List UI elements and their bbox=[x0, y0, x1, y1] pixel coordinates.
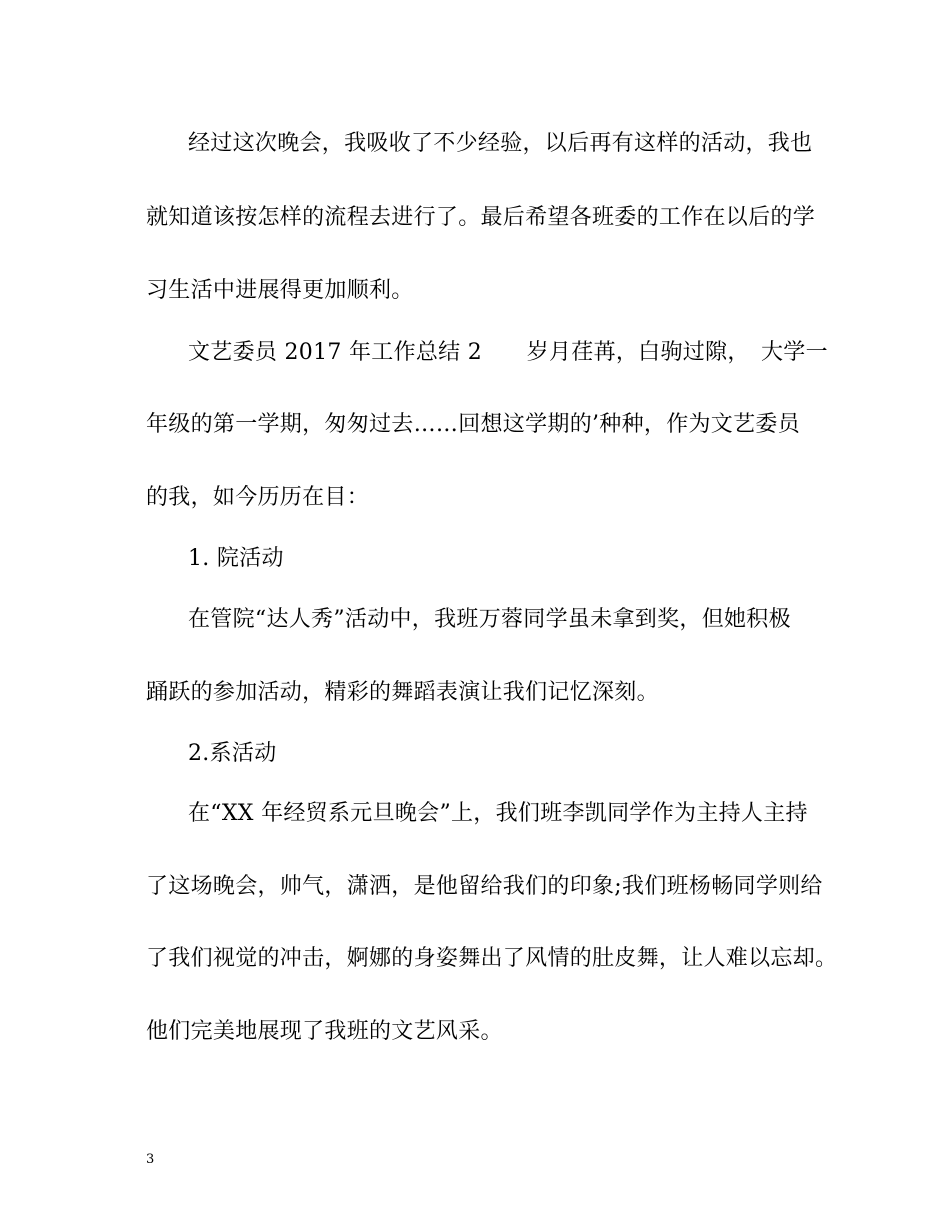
paragraph-line: 年级的第一学期，匆匆过去……回想这学期的’种种，作为文艺委员 bbox=[146, 412, 800, 437]
page-number: 3 bbox=[146, 1152, 155, 1167]
list-item-heading: 2.系活动 bbox=[188, 741, 277, 766]
paragraph-line: 经过这次晚会，我吸收了不少经验，以后再有这样的活动，我也 bbox=[188, 131, 813, 156]
paragraph-line: 习生活中进展得更加顺利。 bbox=[146, 278, 414, 303]
paragraph-line: 就知道该按怎样的流程去进行了。最后希望各班委的工作在以后的学 bbox=[146, 205, 816, 230]
list-item-heading: 1. 院活动 bbox=[188, 546, 284, 571]
paragraph-line: 了这场晚会，帅气，潇洒，是他留给我们的印象;我们班杨畅同学则给 bbox=[146, 874, 823, 899]
paragraph-line: 了我们视觉的冲击，婀娜的身姿舞出了风情的肚皮舞，让人难以忘却。 bbox=[146, 946, 838, 971]
section-heading-line: 文艺委员 2017 年工作总结 2 岁月荏苒，白驹过隙， 大学一 bbox=[188, 340, 828, 365]
paragraph-line: 在“XX 年经贸系元旦晚会”上，我们班李凯同学作为主持人主持 bbox=[188, 801, 808, 826]
paragraph-line: 他们完美地展现了我班的文艺风采。 bbox=[146, 1019, 503, 1044]
paragraph-line: 的我，如今历历在目： bbox=[146, 485, 370, 510]
paragraph-line: 踊跃的参加活动，精彩的舞蹈表演让我们记忆深刻。 bbox=[146, 680, 659, 705]
paragraph-line: 在管院“达人秀”活动中，我班万蓉同学虽未拿到奖，但她积极 bbox=[188, 607, 791, 632]
